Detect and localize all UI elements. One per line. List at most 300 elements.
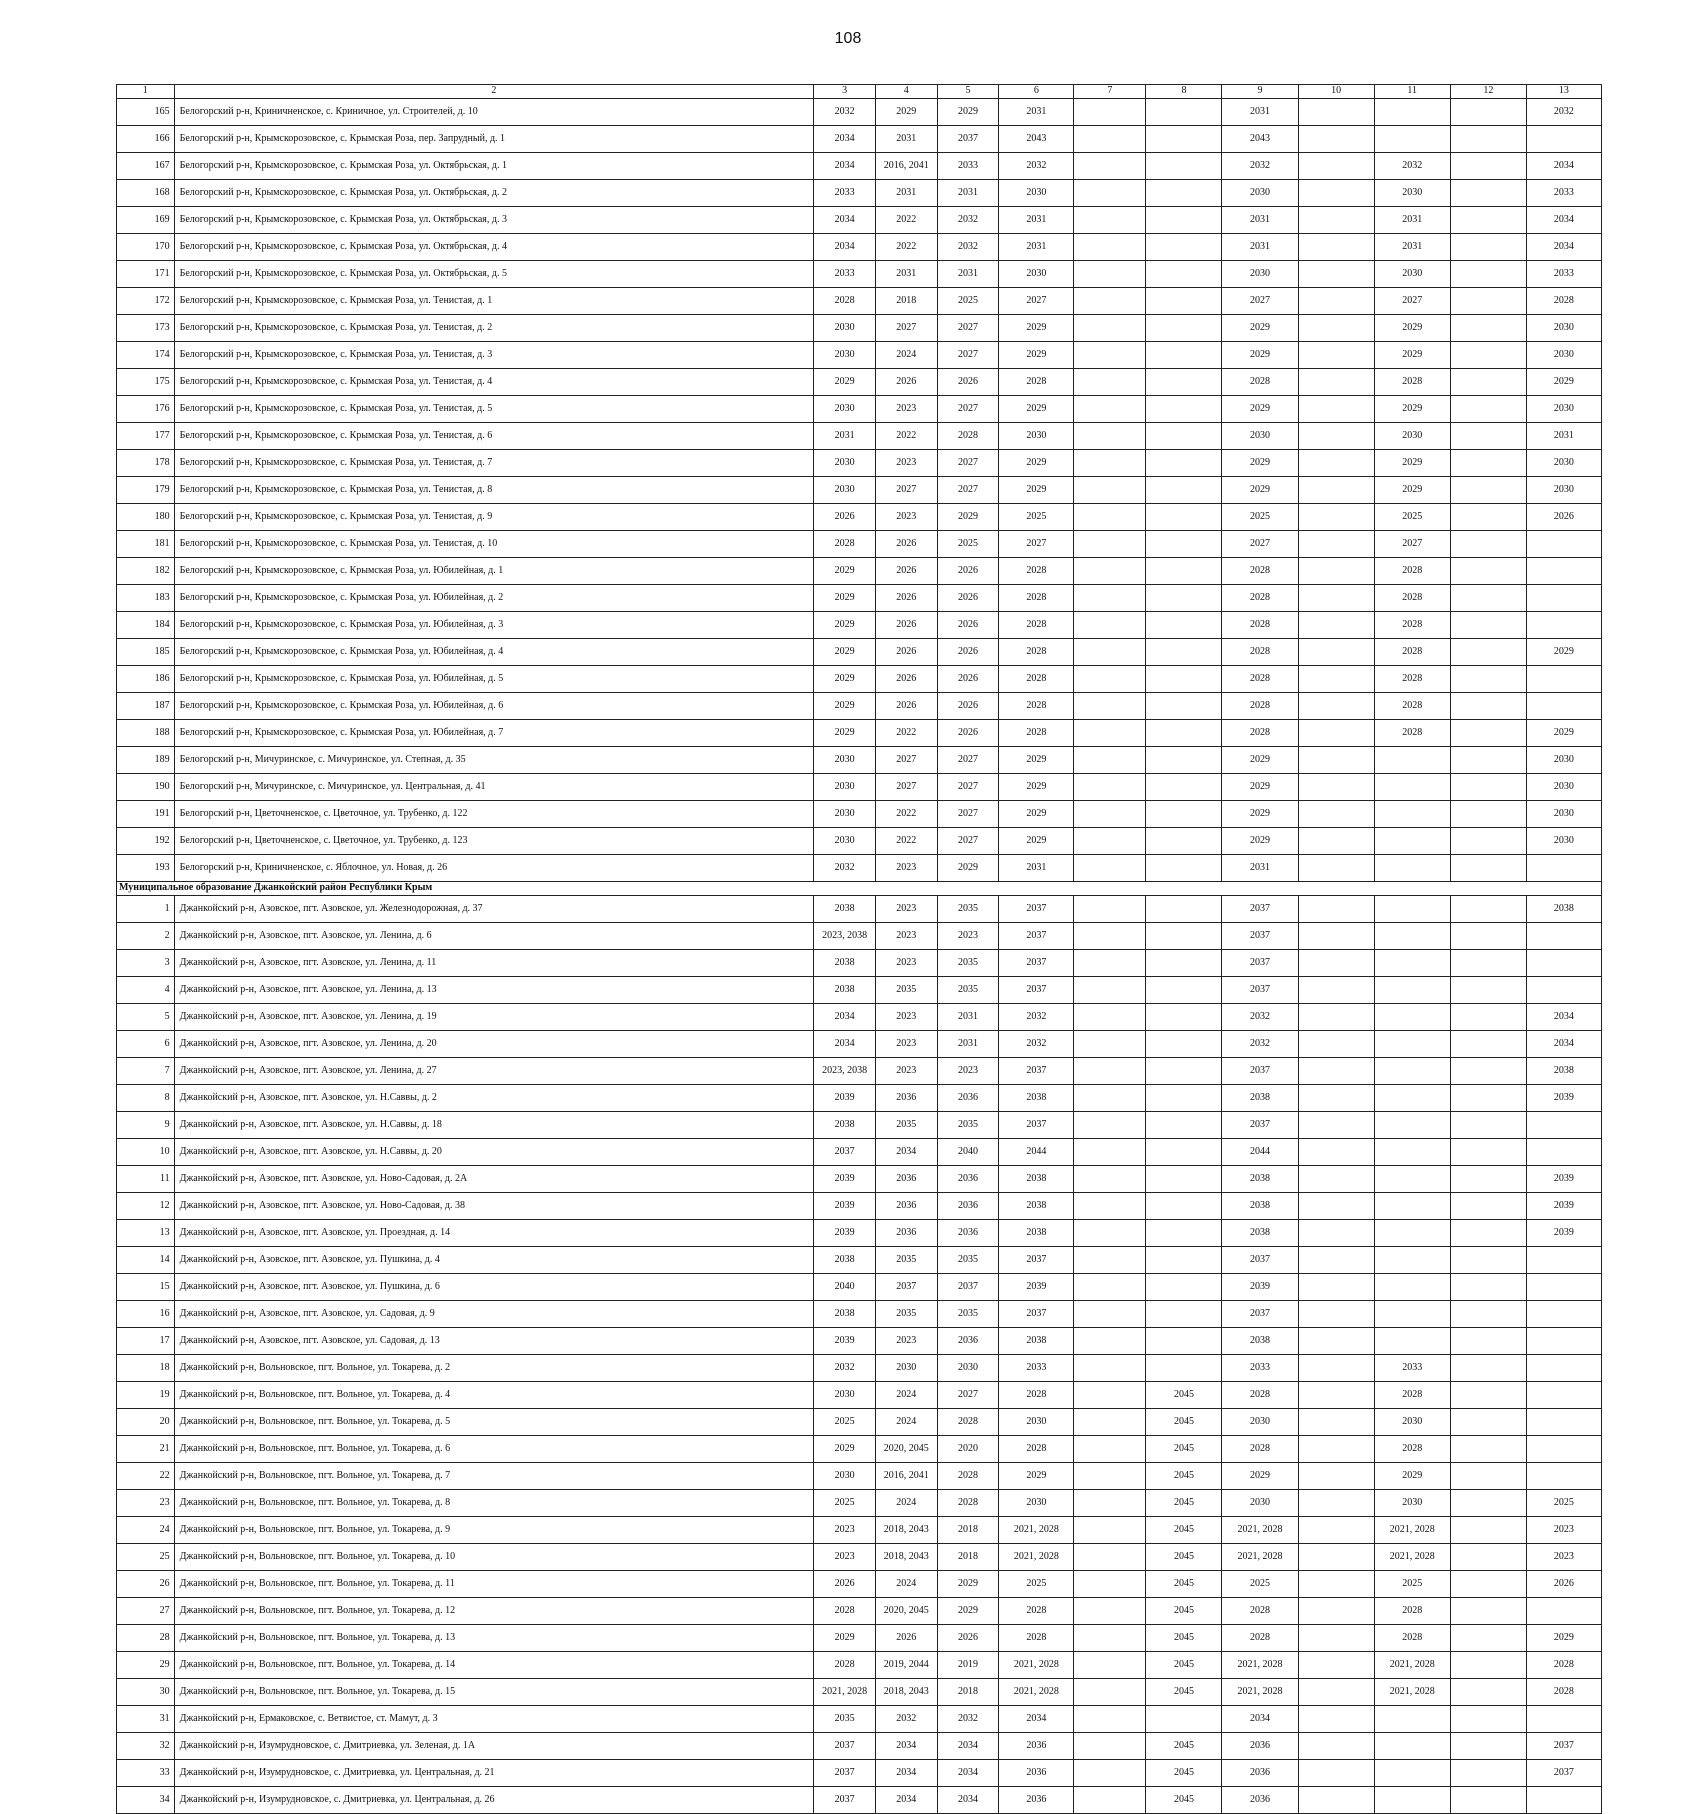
year-cell-col-7 — [1074, 1706, 1146, 1733]
table-row — [117, 1058, 1602, 1085]
year-cell-col-13 — [1526, 1463, 1601, 1490]
year-cell-col-5: 2035 — [937, 1301, 999, 1328]
table-row — [117, 1598, 1602, 1625]
table-row — [117, 585, 1602, 612]
year-cell-col-4: 2036 — [875, 1166, 937, 1193]
year-cell-col-7 — [1074, 558, 1146, 585]
table-row — [117, 1004, 1602, 1031]
year-cell-col-5: 2034 — [937, 1733, 999, 1760]
year-cell-col-5: 2018 — [937, 1517, 999, 1544]
year-cell-col-10 — [1298, 923, 1374, 950]
year-cell-col-7 — [1074, 288, 1146, 315]
year-cell-col-12 — [1450, 828, 1526, 855]
row-number-cell: 32 — [117, 1733, 175, 1760]
year-cell-col-11: 2030 — [1374, 423, 1450, 450]
year-cell-col-9: 2028 — [1222, 585, 1298, 612]
year-cell-col-12 — [1450, 1220, 1526, 1247]
year-cell-col-4: 2022 — [875, 207, 937, 234]
year-cell-col-7 — [1074, 774, 1146, 801]
year-cell-col-7 — [1074, 153, 1146, 180]
year-cell-col-3: 2030 — [814, 315, 876, 342]
year-cell-col-4: 2023 — [875, 923, 937, 950]
row-number-cell: 172 — [117, 288, 175, 315]
year-cell-col-5: 2036 — [937, 1328, 999, 1355]
year-cell-col-3: 2037 — [814, 1733, 876, 1760]
year-cell-col-3: 2029 — [814, 720, 876, 747]
year-cell-col-3: 2038 — [814, 896, 876, 923]
address-cell: Джанкойский р-н, Азовское, пгт. Азовское, ул. Ленина, д. 6 — [174, 923, 814, 950]
year-cell-col-10 — [1298, 1301, 1374, 1328]
year-cell-col-8 — [1146, 126, 1222, 153]
row-number-cell: 181 — [117, 531, 175, 558]
year-cell-col-7 — [1074, 369, 1146, 396]
row-number-cell: 25 — [117, 1544, 175, 1571]
table-row — [117, 1112, 1602, 1139]
year-cell-col-7 — [1074, 855, 1146, 882]
year-cell-col-11: 2027 — [1374, 531, 1450, 558]
year-cell-col-13 — [1526, 1301, 1601, 1328]
year-cell-col-9: 2028 — [1222, 1598, 1298, 1625]
year-cell-col-5: 2018 — [937, 1544, 999, 1571]
address-cell: Белогорский р-н, Цветочненское, с. Цветочное, ул. Трубенко, д. 122 — [174, 801, 814, 828]
year-cell-col-13: 2038 — [1526, 896, 1601, 923]
year-cell-col-13 — [1526, 1112, 1601, 1139]
year-cell-col-12 — [1450, 1166, 1526, 1193]
year-cell-col-12 — [1450, 504, 1526, 531]
year-cell-col-12 — [1450, 1544, 1526, 1571]
year-cell-col-8: 2045 — [1146, 1679, 1222, 1706]
year-cell-col-4: 2019, 2044 — [875, 1652, 937, 1679]
year-cell-col-5: 2036 — [937, 1166, 999, 1193]
address-cell: Джанкойский р-н, Изумрудновское, с. Дмитриевка, ул. Центральная, д. 26 — [174, 1787, 814, 1814]
year-cell-col-10 — [1298, 1220, 1374, 1247]
year-cell-col-10 — [1298, 288, 1374, 315]
year-cell-col-9: 2028 — [1222, 720, 1298, 747]
year-cell-col-12 — [1450, 1436, 1526, 1463]
year-cell-col-7 — [1074, 234, 1146, 261]
address-cell: Джанкойский р-н, Вольновское, пгт. Вольное, ул. Токарева, д. 4 — [174, 1382, 814, 1409]
year-cell-col-4: 2026 — [875, 585, 937, 612]
year-cell-col-13: 2039 — [1526, 1193, 1601, 1220]
year-cell-col-12 — [1450, 923, 1526, 950]
address-cell: Джанкойский р-н, Азовское, пгт. Азовское, ул. Пушкина, д. 4 — [174, 1247, 814, 1274]
year-cell-col-12 — [1450, 126, 1526, 153]
row-number-cell: 31 — [117, 1706, 175, 1733]
year-cell-col-6: 2043 — [999, 126, 1074, 153]
row-number-cell: 23 — [117, 1490, 175, 1517]
year-cell-col-4: 2026 — [875, 693, 937, 720]
year-cell-col-11 — [1374, 99, 1450, 126]
year-cell-col-9: 2028 — [1222, 612, 1298, 639]
address-cell: Белогорский р-н, Крымскорозовское, с. Крымская Роза, ул. Октябрьская, д. 5 — [174, 261, 814, 288]
table-row — [117, 1031, 1602, 1058]
year-cell-col-12 — [1450, 1706, 1526, 1733]
year-cell-col-9: 2029 — [1222, 828, 1298, 855]
table-row — [117, 1652, 1602, 1679]
row-number-cell: 166 — [117, 126, 175, 153]
row-number-cell: 20 — [117, 1409, 175, 1436]
year-cell-col-12 — [1450, 639, 1526, 666]
table-row — [117, 1274, 1602, 1301]
row-number-cell: 27 — [117, 1598, 175, 1625]
year-cell-col-10 — [1298, 1166, 1374, 1193]
year-cell-col-3: 2030 — [814, 342, 876, 369]
column-number-7: 7 — [1074, 85, 1146, 99]
year-cell-col-8: 2045 — [1146, 1571, 1222, 1598]
year-cell-col-12 — [1450, 234, 1526, 261]
address-cell: Белогорский р-н, Крымскорозовское, с. Крымская Роза, ул. Юбилейная, д. 2 — [174, 585, 814, 612]
column-number-6: 6 — [999, 85, 1074, 99]
row-number-cell: 183 — [117, 585, 175, 612]
year-cell-col-5: 2032 — [937, 207, 999, 234]
year-cell-col-5: 2028 — [937, 1463, 999, 1490]
year-cell-col-5: 2035 — [937, 896, 999, 923]
year-cell-col-12 — [1450, 693, 1526, 720]
year-cell-col-4: 2022 — [875, 423, 937, 450]
year-cell-col-13: 2039 — [1526, 1166, 1601, 1193]
year-cell-col-5: 2023 — [937, 1058, 999, 1085]
year-cell-col-4: 2026 — [875, 369, 937, 396]
address-cell: Белогорский р-н, Крымскорозовское, с. Крымская Роза, ул. Тенистая, д. 1 — [174, 288, 814, 315]
year-cell-col-9: 2028 — [1222, 369, 1298, 396]
year-cell-col-10 — [1298, 1193, 1374, 1220]
row-number-cell: 167 — [117, 153, 175, 180]
section-header-row — [117, 882, 1602, 896]
year-cell-col-10 — [1298, 1355, 1374, 1382]
row-number-cell: 190 — [117, 774, 175, 801]
year-cell-col-5: 2031 — [937, 261, 999, 288]
address-cell: Белогорский р-н, Крымскорозовское, с. Крымская Роза, ул. Тенистая, д. 6 — [174, 423, 814, 450]
year-cell-col-12 — [1450, 180, 1526, 207]
row-number-cell: 192 — [117, 828, 175, 855]
year-cell-col-10 — [1298, 747, 1374, 774]
year-cell-col-11: 2032 — [1374, 153, 1450, 180]
year-cell-col-5: 2028 — [937, 423, 999, 450]
table-row — [117, 180, 1602, 207]
year-cell-col-8: 2045 — [1146, 1733, 1222, 1760]
year-cell-col-9: 2021, 2028 — [1222, 1652, 1298, 1679]
row-number-cell: 177 — [117, 423, 175, 450]
year-cell-col-3: 2025 — [814, 1490, 876, 1517]
year-cell-col-8 — [1146, 1031, 1222, 1058]
year-cell-col-7 — [1074, 612, 1146, 639]
year-cell-col-5: 2029 — [937, 1571, 999, 1598]
year-cell-col-6: 2036 — [999, 1787, 1074, 1814]
year-cell-col-12 — [1450, 1193, 1526, 1220]
year-cell-col-9: 2030 — [1222, 423, 1298, 450]
year-cell-col-7 — [1074, 1625, 1146, 1652]
year-cell-col-11 — [1374, 801, 1450, 828]
year-cell-col-6: 2037 — [999, 977, 1074, 1004]
year-cell-col-3: 2030 — [814, 477, 876, 504]
year-cell-col-7 — [1074, 1085, 1146, 1112]
year-cell-col-4: 2026 — [875, 558, 937, 585]
year-cell-col-6: 2028 — [999, 1382, 1074, 1409]
table-row — [117, 153, 1602, 180]
year-cell-col-4: 2020, 2045 — [875, 1598, 937, 1625]
address-cell: Белогорский р-н, Крымскорозовское, с. Крымская Роза, ул. Октябрьская, д. 1 — [174, 153, 814, 180]
year-cell-col-6: 2028 — [999, 612, 1074, 639]
year-cell-col-13 — [1526, 923, 1601, 950]
address-cell: Джанкойский р-н, Азовское, пгт. Азовское, ул. Пушкина, д. 6 — [174, 1274, 814, 1301]
year-cell-col-8 — [1146, 612, 1222, 639]
year-cell-col-5: 2023 — [937, 923, 999, 950]
year-cell-col-7 — [1074, 423, 1146, 450]
year-cell-col-12 — [1450, 1463, 1526, 1490]
year-cell-col-5: 2020 — [937, 1436, 999, 1463]
year-cell-col-5: 2025 — [937, 531, 999, 558]
year-cell-col-10 — [1298, 720, 1374, 747]
table-row — [117, 774, 1602, 801]
year-cell-col-4: 2032 — [875, 1706, 937, 1733]
year-cell-col-10 — [1298, 1409, 1374, 1436]
year-cell-col-4: 2034 — [875, 1760, 937, 1787]
table-row — [117, 896, 1602, 923]
year-cell-col-11: 2025 — [1374, 1571, 1450, 1598]
address-cell: Белогорский р-н, Крымскорозовское, с. Крымская Роза, ул. Октябрьская, д. 3 — [174, 207, 814, 234]
year-cell-col-5: 2026 — [937, 693, 999, 720]
year-cell-col-12 — [1450, 585, 1526, 612]
row-number-cell: 15 — [117, 1274, 175, 1301]
year-cell-col-4: 2031 — [875, 261, 937, 288]
year-cell-col-8 — [1146, 1355, 1222, 1382]
table-row — [117, 423, 1602, 450]
address-cell: Белогорский р-н, Крымскорозовское, с. Крымская Роза, ул. Юбилейная, д. 1 — [174, 558, 814, 585]
year-cell-col-9: 2028 — [1222, 1625, 1298, 1652]
year-cell-col-3: 2032 — [814, 855, 876, 882]
year-cell-col-6: 2029 — [999, 315, 1074, 342]
year-cell-col-4: 2023 — [875, 1058, 937, 1085]
year-cell-col-12 — [1450, 1787, 1526, 1814]
year-cell-col-10 — [1298, 315, 1374, 342]
year-cell-col-12 — [1450, 369, 1526, 396]
year-cell-col-13: 2037 — [1526, 1760, 1601, 1787]
row-number-cell: 10 — [117, 1139, 175, 1166]
year-cell-col-6: 2038 — [999, 1220, 1074, 1247]
year-cell-col-12 — [1450, 1355, 1526, 1382]
year-cell-col-4: 2022 — [875, 720, 937, 747]
year-cell-col-11 — [1374, 950, 1450, 977]
address-cell: Джанкойский р-н, Изумрудновское, с. Дмитриевка, ул. Зеленая, д. 1А — [174, 1733, 814, 1760]
year-cell-col-13: 2029 — [1526, 639, 1601, 666]
address-cell: Джанкойский р-н, Вольновское, пгт. Вольное, ул. Токарева, д. 8 — [174, 1490, 814, 1517]
year-cell-col-6: 2028 — [999, 585, 1074, 612]
year-cell-col-5: 2018 — [937, 1679, 999, 1706]
table-row — [117, 504, 1602, 531]
year-cell-col-4: 2023 — [875, 855, 937, 882]
table-row — [117, 693, 1602, 720]
year-cell-col-9: 2031 — [1222, 234, 1298, 261]
year-cell-col-10 — [1298, 1328, 1374, 1355]
row-number-cell: 168 — [117, 180, 175, 207]
year-cell-col-7 — [1074, 1166, 1146, 1193]
year-cell-col-4: 2016, 2041 — [875, 1463, 937, 1490]
year-cell-col-9: 2030 — [1222, 261, 1298, 288]
table-row — [117, 477, 1602, 504]
year-cell-col-9: 2036 — [1222, 1787, 1298, 1814]
row-number-cell: 174 — [117, 342, 175, 369]
year-cell-col-12 — [1450, 558, 1526, 585]
year-cell-col-8: 2045 — [1146, 1652, 1222, 1679]
year-cell-col-13: 2030 — [1526, 450, 1601, 477]
year-cell-col-11 — [1374, 1166, 1450, 1193]
year-cell-col-4: 2036 — [875, 1085, 937, 1112]
year-cell-col-5: 2029 — [937, 504, 999, 531]
row-number-cell: 21 — [117, 1436, 175, 1463]
year-cell-col-3: 2039 — [814, 1328, 876, 1355]
table-row — [117, 720, 1602, 747]
year-cell-col-5: 2031 — [937, 1004, 999, 1031]
table-row — [117, 207, 1602, 234]
year-cell-col-4: 2022 — [875, 828, 937, 855]
year-cell-col-5: 2027 — [937, 801, 999, 828]
year-cell-col-9: 2044 — [1222, 1139, 1298, 1166]
year-cell-col-8 — [1146, 1112, 1222, 1139]
row-number-cell: 169 — [117, 207, 175, 234]
year-cell-col-3: 2035 — [814, 1706, 876, 1733]
year-cell-col-9: 2037 — [1222, 950, 1298, 977]
row-number-cell: 22 — [117, 1463, 175, 1490]
table-row — [117, 1679, 1602, 1706]
year-cell-col-4: 2035 — [875, 1112, 937, 1139]
year-cell-col-6: 2039 — [999, 1274, 1074, 1301]
year-cell-col-9: 2037 — [1222, 1247, 1298, 1274]
table-row — [117, 801, 1602, 828]
address-cell: Белогорский р-н, Крымскорозовское, с. Крымская Роза, ул. Тенистая, д. 2 — [174, 315, 814, 342]
year-cell-col-12 — [1450, 1409, 1526, 1436]
year-cell-col-6: 2038 — [999, 1166, 1074, 1193]
year-cell-col-13 — [1526, 855, 1601, 882]
year-cell-col-10 — [1298, 1679, 1374, 1706]
year-cell-col-6: 2021, 2028 — [999, 1652, 1074, 1679]
year-cell-col-13 — [1526, 612, 1601, 639]
year-cell-col-4: 2026 — [875, 639, 937, 666]
year-cell-col-5: 2027 — [937, 342, 999, 369]
year-cell-col-4: 2034 — [875, 1787, 937, 1814]
year-cell-col-9: 2029 — [1222, 747, 1298, 774]
year-cell-col-11: 2028 — [1374, 693, 1450, 720]
table-row — [117, 234, 1602, 261]
year-cell-col-10 — [1298, 531, 1374, 558]
year-cell-col-7 — [1074, 1058, 1146, 1085]
row-number-cell: 186 — [117, 666, 175, 693]
year-cell-col-3: 2038 — [814, 977, 876, 1004]
table-row — [117, 828, 1602, 855]
year-cell-col-6: 2036 — [999, 1760, 1074, 1787]
year-cell-col-10 — [1298, 950, 1374, 977]
address-cell: Джанкойский р-н, Вольновское, пгт. Вольное, ул. Токарева, д. 14 — [174, 1652, 814, 1679]
address-cell: Белогорский р-н, Крымскорозовское, с. Крымская Роза, ул. Юбилейная, д. 7 — [174, 720, 814, 747]
row-number-cell: 3 — [117, 950, 175, 977]
year-cell-col-4: 2018, 2043 — [875, 1544, 937, 1571]
year-cell-col-3: 2029 — [814, 612, 876, 639]
row-number-cell: 11 — [117, 1166, 175, 1193]
year-cell-col-12 — [1450, 450, 1526, 477]
table-row — [117, 855, 1602, 882]
row-number-cell: 4 — [117, 977, 175, 1004]
year-cell-col-3: 2023 — [814, 1517, 876, 1544]
year-cell-col-4: 2024 — [875, 1382, 937, 1409]
address-cell: Джанкойский р-н, Вольновское, пгт. Вольное, ул. Токарева, д. 9 — [174, 1517, 814, 1544]
row-number-cell: 191 — [117, 801, 175, 828]
year-cell-col-10 — [1298, 1463, 1374, 1490]
year-cell-col-10 — [1298, 1733, 1374, 1760]
year-cell-col-11 — [1374, 1193, 1450, 1220]
year-cell-col-10 — [1298, 1625, 1374, 1652]
year-cell-col-13: 2034 — [1526, 1031, 1601, 1058]
year-cell-col-4: 2026 — [875, 531, 937, 558]
year-cell-col-13: 2032 — [1526, 99, 1601, 126]
year-cell-col-7 — [1074, 1490, 1146, 1517]
year-cell-col-13: 2026 — [1526, 504, 1601, 531]
year-cell-col-4: 2020, 2045 — [875, 1436, 937, 1463]
year-cell-col-13: 2030 — [1526, 315, 1601, 342]
row-number-cell: 5 — [117, 1004, 175, 1031]
row-number-cell: 179 — [117, 477, 175, 504]
table-row — [117, 1463, 1602, 1490]
year-cell-col-9: 2021, 2028 — [1222, 1544, 1298, 1571]
year-cell-col-3: 2030 — [814, 828, 876, 855]
table-row — [117, 396, 1602, 423]
year-cell-col-6: 2031 — [999, 207, 1074, 234]
address-cell: Джанкойский р-н, Азовское, пгт. Азовское, ул. Садовая, д. 13 — [174, 1328, 814, 1355]
year-cell-col-9: 2031 — [1222, 207, 1298, 234]
year-cell-col-3: 2030 — [814, 747, 876, 774]
year-cell-col-6: 2029 — [999, 747, 1074, 774]
year-cell-col-3: 2026 — [814, 1571, 876, 1598]
row-number-cell: 165 — [117, 99, 175, 126]
year-cell-col-6: 2027 — [999, 288, 1074, 315]
year-cell-col-3: 2037 — [814, 1787, 876, 1814]
row-number-cell: 13 — [117, 1220, 175, 1247]
year-cell-col-13: 2023 — [1526, 1544, 1601, 1571]
year-cell-col-3: 2029 — [814, 585, 876, 612]
year-cell-col-3: 2033 — [814, 261, 876, 288]
year-cell-col-7 — [1074, 1760, 1146, 1787]
year-cell-col-9: 2043 — [1222, 126, 1298, 153]
year-cell-col-13: 2025 — [1526, 1490, 1601, 1517]
year-cell-col-5: 2037 — [937, 126, 999, 153]
year-cell-col-6: 2037 — [999, 1247, 1074, 1274]
year-cell-col-13: 2030 — [1526, 477, 1601, 504]
year-cell-col-3: 2028 — [814, 288, 876, 315]
year-cell-col-11: 2021, 2028 — [1374, 1544, 1450, 1571]
year-cell-col-5: 2031 — [937, 1031, 999, 1058]
year-cell-col-10 — [1298, 1436, 1374, 1463]
year-cell-col-9: 2029 — [1222, 801, 1298, 828]
year-cell-col-10 — [1298, 585, 1374, 612]
column-number-12: 12 — [1450, 85, 1526, 99]
year-cell-col-11: 2030 — [1374, 1409, 1450, 1436]
year-cell-col-3: 2029 — [814, 369, 876, 396]
year-cell-col-12 — [1450, 477, 1526, 504]
year-cell-col-9: 2029 — [1222, 450, 1298, 477]
year-cell-col-12 — [1450, 1058, 1526, 1085]
year-cell-col-4: 2036 — [875, 1220, 937, 1247]
year-cell-col-4: 2034 — [875, 1139, 937, 1166]
column-number-9: 9 — [1222, 85, 1298, 99]
row-number-cell: 2 — [117, 923, 175, 950]
table-row — [117, 558, 1602, 585]
year-cell-col-7 — [1074, 1301, 1146, 1328]
year-cell-col-8 — [1146, 855, 1222, 882]
year-cell-col-13: 2029 — [1526, 1625, 1601, 1652]
year-cell-col-13 — [1526, 1706, 1601, 1733]
year-cell-col-7 — [1074, 1382, 1146, 1409]
year-cell-col-6: 2028 — [999, 1598, 1074, 1625]
year-cell-col-5: 2032 — [937, 1706, 999, 1733]
year-cell-col-13: 2034 — [1526, 234, 1601, 261]
